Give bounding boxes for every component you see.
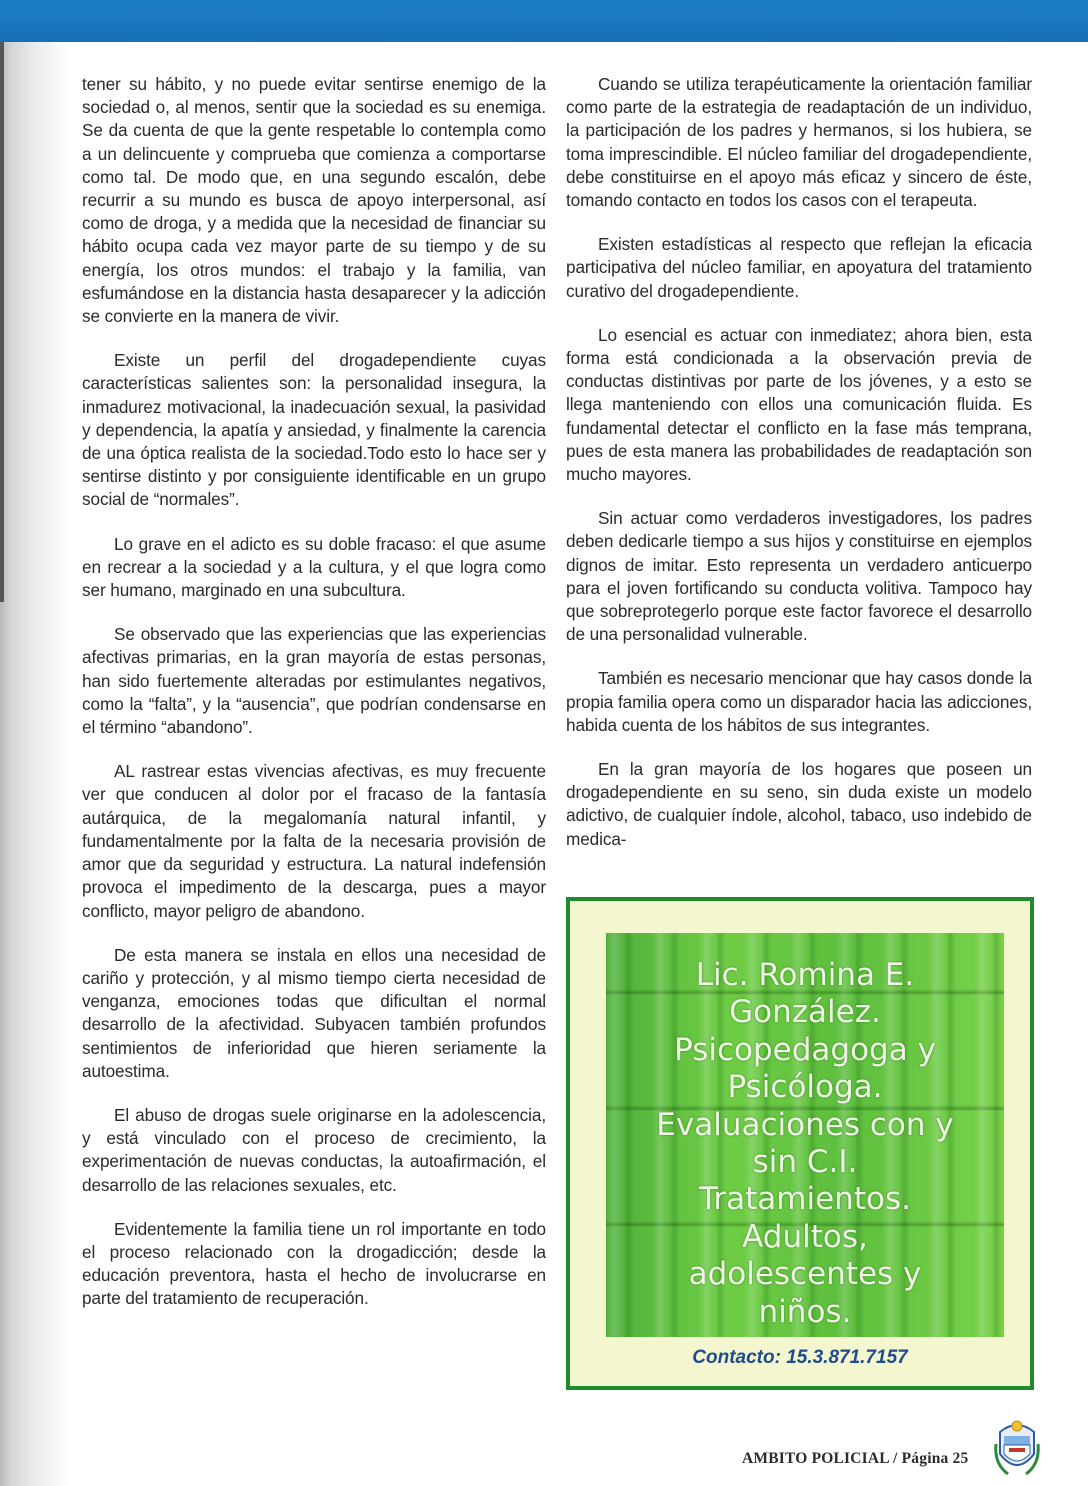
right-column xyxy=(566,73,1032,872)
paragraph: De esta manera se instala en ellos una necesidad de cariño y protección, y al mismo tiempo cierta necesidad de venganza, emociones todas que dificultan el normal desarrollo de la afectividad. Subyacen también profundos sentimientos de inferioridad que hieren seriamente la autoestima. xyxy=(82,944,546,1081)
paragraph: El abuso de drogas suele originarse en la adolescencia, y está vinculado con el proceso de crecimiento, la experimentación de nuevas conductas, la autoafirmación, el desarrollo de las relaciones sexuales, etc. xyxy=(82,1104,546,1195)
ad-line: Adultos, xyxy=(742,1218,868,1255)
ad-line: Tratamientos. xyxy=(699,1181,911,1218)
paragraph: En la gran mayoría de los hogares que poseen un drogadependiente en su seno, sin duda existe un modelo adictivo, de cualquier índole, alcohol, tabaco, uso indebido de medica- xyxy=(566,759,1032,849)
ad-line: Psicopedagoga y xyxy=(674,1031,936,1068)
header-band xyxy=(0,0,1088,42)
paragraph: Evidentemente la familia tiene un rol importante en todo el proceso relacionado con la drogadicción; desde la educación preventora, hasta el hecho de involucrarse en parte del tratamiento de recuperación. xyxy=(82,1218,546,1309)
paragraph: Cuando se utiliza terapéuticamente la orientación familiar como parte de la estrategia de readaptación de un individuo, la participación de los padres y hermanos, si los hubiera, se toma imprescindible. El núcleo familiar del drogadependiente, debe constituirse en el apoyo más eficaz y sincero de éste, tomando contacto en todos los casos con el terapeuta. xyxy=(566,74,1032,211)
page-footer: AMBITO POLICIAL / Página 25 xyxy=(742,1450,969,1467)
paragraph: Existe un perfil del drogadependiente cuyas características salientes son: la personalidad insegura, la inmadurez motivacional, la inadecuación sexual, la pasividad y dependencia, la apatía y ansiedad, y finalmente la carencia de una óptica realista de la sociedad.Todo esto lo hace ser y sentirse distinto y por consiguiente identificable en un grupo social de “normales”. xyxy=(82,350,546,510)
ad-line: Lic. Romina E. xyxy=(695,957,915,993)
paragraph: AL rastrear estas vivencias afectivas, es muy frecuente ver que conducen al dolor por el fracaso de la fantasía autárquica, de la megalomanía natural infantil, y fundamentalmente por la falta de la necesaria provisión de amor que da seguridad y estructura. La natural indefensión provoca el impedimento de la descarga, pues a mayor conflicto, mayor peligro de abandono. xyxy=(82,761,546,921)
paragraph: Existen estadísticas al respecto que reflejan la eficacia participativa del núcleo familiar, en apoyatura del tratamiento curativo del drogadependiente. xyxy=(566,234,1032,301)
paragraph: Sin actuar como verdaderos investigadores, los padres deben dedicarle tiempo a sus hijos y constituirse en ejemplos dignos de imitar. Esto representa un verdadero anticuerpo para el joven fortificando su conducta volitiva. Tampoco hay que sobreprotegerlo porque este factor favorece el desarrollo de una personalidad vulnerable. xyxy=(566,508,1032,645)
paragraph: tener su hábito, y no puede evitar sentirse enemigo de la sociedad o, al menos, sentir que la sociedad es su enemiga. Se da cuenta de que la gente respetable lo contempla como a un delincuente y comprueba que comienza a comportarse como tal. De modo que, en una segundo escalón, debe recurrir a su mundo es busca de apoyo interpersonal, así como de droga, y a medida que la necesidad de financiar su hábito ocupa cada vez mayor parte de su tiempo y de su energía, los otros mundos: el trabajo y la familia, van esfumándose en la distancia hasta desaparecer y la adicción se convierte en la manera de vivir. xyxy=(82,74,546,327)
police-crest-icon xyxy=(994,1414,1040,1480)
left-column xyxy=(82,73,546,1332)
bamboo-background-image xyxy=(606,933,1004,1337)
paragraph: Lo esencial es actuar con inmediatez; ahora bien, esta forma está condicionada a la observación previa de conductas distintivas por parte de los jóvenes, y a esto se llega manteniendo con ellos una comunicación fluida. Es fundamental detectar el conflicto en la fase más temprana, pues de esta manera las probabilidades de readaptación son mucho mayores. xyxy=(566,324,1032,485)
paragraph: Se observado que las experiencias que las experiencias afectivas primarias, en la gran mayoría de estas personas, han sido fuertemente alteradas por estimulantes negativos, como la “falta”, y la “ausencia”, que podrían condensarse en el término “abandono”. xyxy=(82,624,546,738)
ad-line: sin C.I. xyxy=(752,1144,858,1181)
page-edge-shadow xyxy=(0,42,70,1486)
ad-line: Psicóloga. xyxy=(727,1069,883,1106)
ad-contact: Contacto: 15.3.871.7157 xyxy=(692,1347,908,1368)
paragraph: También es necesario mencionar que hay casos donde la propia familia opera como un disparador hacia las adicciones, habida cuenta de los hábitos de sus integrantes. xyxy=(566,668,1032,735)
page-edge-line xyxy=(0,42,4,602)
ad-line: Evaluaciones con y xyxy=(656,1106,954,1143)
ad-line: adolescentes y xyxy=(688,1256,922,1293)
ad-line: González. xyxy=(729,994,881,1031)
ad-text xyxy=(606,957,1004,1331)
paragraph: Lo grave en el adicto es su doble fracaso: el que asume en recrear a la sociedad y a la cultura, y el que logra como ser humano, marginado en una subcultura. xyxy=(82,533,546,601)
advertisement-box xyxy=(566,897,1034,1390)
ad-line: niños. xyxy=(758,1293,852,1330)
